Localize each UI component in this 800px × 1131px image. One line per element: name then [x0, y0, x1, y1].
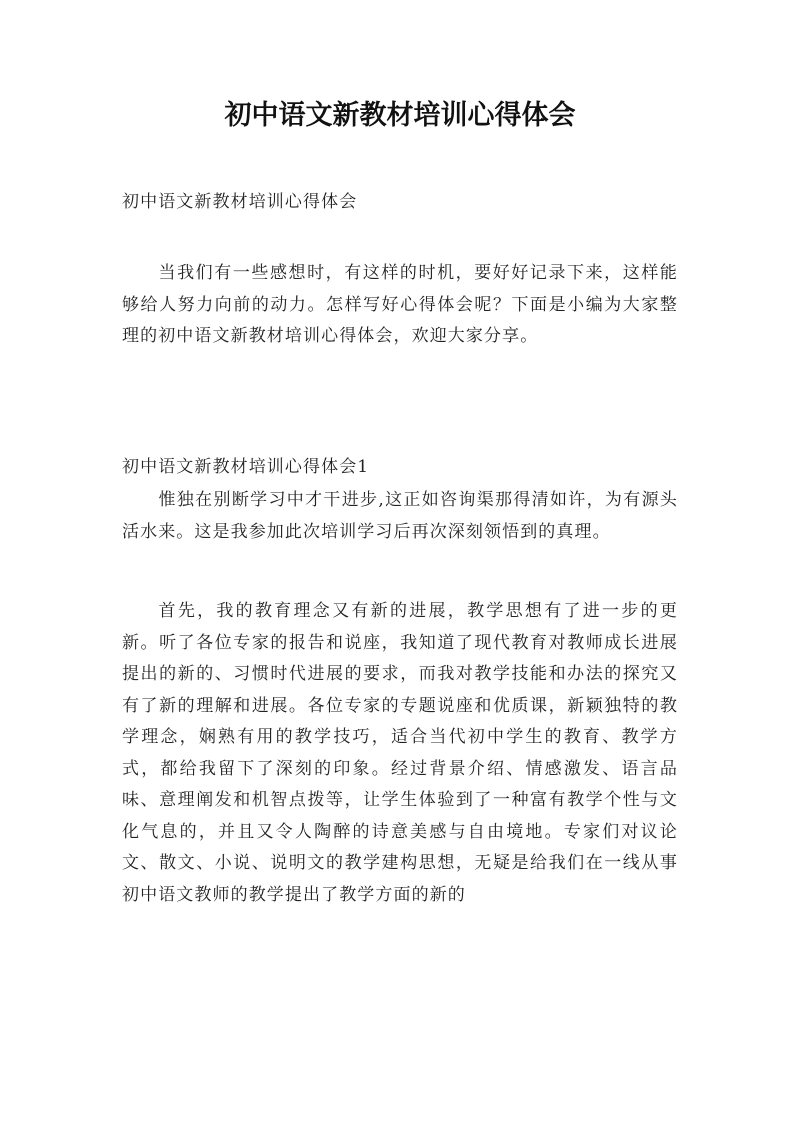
intro-paragraph: 当我们有一些感想时，有这样的时机，要好好记录下来，这样能够给人努力向前的动力。怎样写好心得体会呢？下面是小编为大家整理的初中语文新教材培训心得体会，欢迎大家分享。	[122, 263, 678, 346]
document-title: 初中语文新教材培训心得体会	[224, 100, 576, 131]
body-paragraph: 首先，我的教育理念又有新的进展，教学思想有了进一步的更新。听了各位专家的报告和说座，我知道了现代教育对教师成长进展提出的新的、习惯时代进展的要求，而我对教学技能和办法的探究又有了新的理解和进展。各位专家的专题说座和优质课，新颖独特的教学理念，娴熟有用的教学技巧，适合当代初中学生的教育、教学方式，都给我留下了深刻的印象。经过背景介绍、情感激发、语言品味、意理阐发和机智点拨等，让学生体验到了一种富有教学个性与文化气息的，并且又令人陶醉的诗意美感与自由境地。专家们对议论文、散文、小说、说明文的教学建构思想，无疑是给我们在一线从事初中语文教师的教学提出了教学方面的新的	[122, 601, 678, 905]
body-paragraph: 惟独在别断学习中才干进步,这正如咨询渠那得清如许，为有源头活水来。这是我参加此次培训学习后再次深刻领悟到的真理。	[122, 490, 678, 542]
document-subtitle: 初中语文新教材培训心得体会	[122, 192, 358, 212]
section-heading: 初中语文新教材培训心得体会1	[122, 457, 370, 477]
